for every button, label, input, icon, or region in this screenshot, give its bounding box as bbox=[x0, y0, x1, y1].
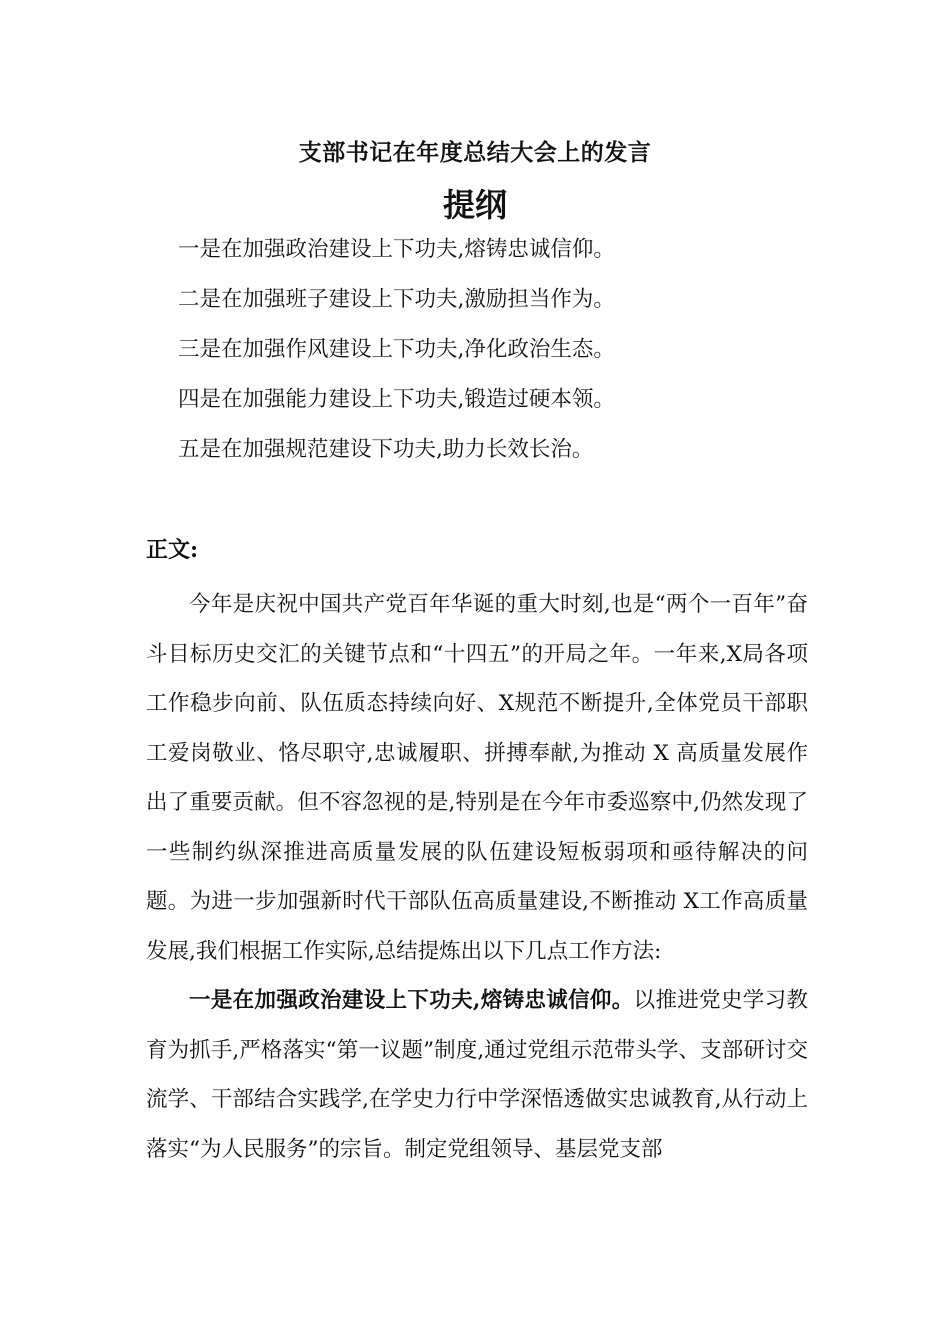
outline-item-4: 四是在加强能力建设上下功夫,锻造过硬本领。 bbox=[178, 387, 615, 412]
outline-item-5: 五是在加强规范建设下功夫,助力长效长治。 bbox=[178, 437, 594, 462]
outline-item-2: 二是在加强班子建设上下功夫,激励担当作为。 bbox=[178, 287, 615, 312]
body-text bbox=[146, 580, 808, 1174]
outline-item-3: 三是在加强作风建设上下功夫,净化政治生态。 bbox=[178, 337, 615, 362]
outline-list bbox=[178, 233, 878, 483]
intro-paragraph: 今年是庆祝中国共产党百年华诞的重大时刻,也是“两个一百年”奋斗目标历史交汇的关键节点和“十四五”的开局之年。一年来,X局各项工作稳步向前、队伍质态持续向好、X规范不断提升,全体党员干部职工爱岗敬业、恪尽职守,忠诚履职、拼搏奉献,为推动 X 高质量发展作出了重要贡献。但不容忽视的是,特别是在今年市委巡察中,仍然发现了一些制约纵深推进高质量发展的队伍建设短板弱项和亟待解决的问题。为进一步加强新时代干部队伍高质量建设,不断推动 X工作高质量发展,我们根据工作实际,总结提炼出以下几点工作方法: bbox=[146, 592, 808, 964]
section-1-text: 以推进党史学习教育为抓手,严格落实“第一议题”制度,通过党组示范带头学、支部研讨交流学、干部结合实践学,在学史力行中学深悟透做实忠诚教育,从行动上落实“为人民服务”的宗旨。制定党组领导、基层党支部 bbox=[146, 988, 808, 1162]
document-title: 支部书记在年度总结大会上的发言 bbox=[298, 139, 652, 166]
section-1-lead: 一是在加强政治建设上下功夫,熔铸忠诚信仰。 bbox=[189, 988, 634, 1013]
outline-item-1: 一是在加强政治建设上下功夫,熔铸忠诚信仰。 bbox=[178, 237, 615, 262]
section-1-paragraph bbox=[146, 976, 808, 1174]
outline-heading: 提纲 bbox=[442, 186, 507, 224]
body-label: 正文: bbox=[146, 537, 199, 563]
